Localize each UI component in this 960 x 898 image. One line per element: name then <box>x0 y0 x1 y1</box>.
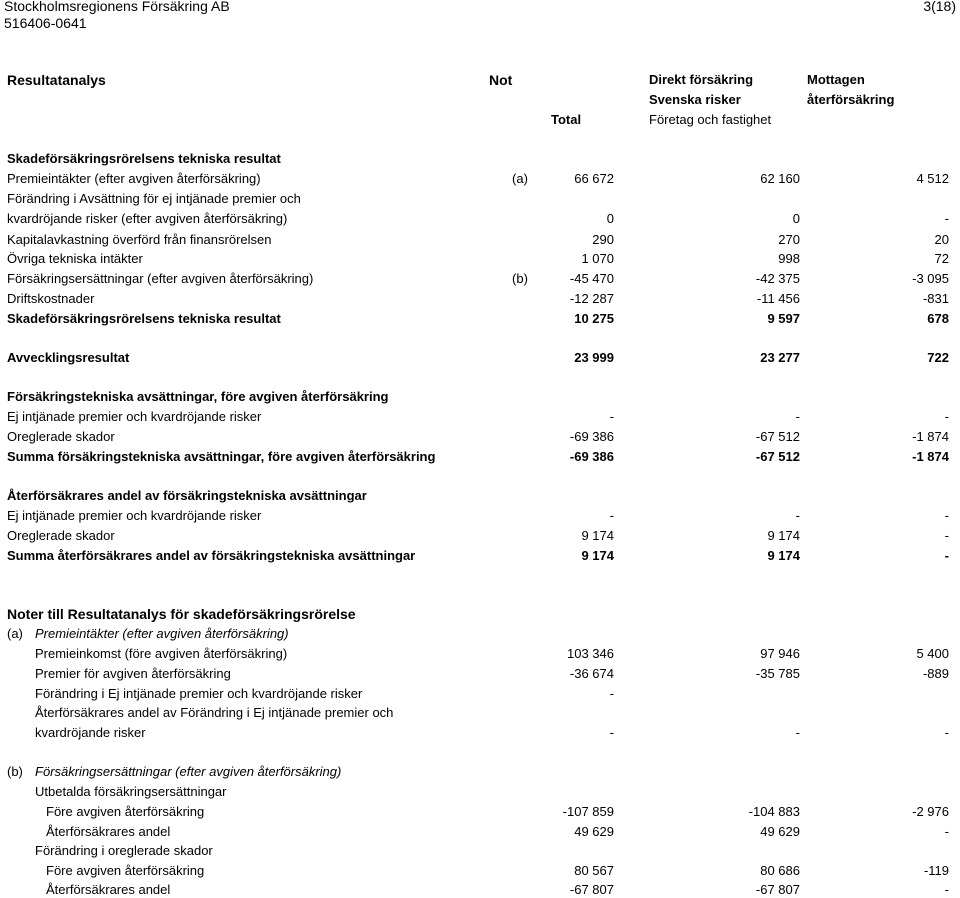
table-title: Resultatanalys <box>7 72 106 88</box>
table-row <box>0 508 960 524</box>
direct-value: 0 <box>792 211 800 226</box>
received-value: - <box>944 528 949 543</box>
received-value: 678 <box>927 311 949 326</box>
table-row <box>0 804 960 820</box>
col1-header: Total <box>551 112 582 127</box>
note-column-header: Not <box>489 72 513 88</box>
row-label: Återförsäkrares andel <box>46 824 171 839</box>
row-label: Återförsäkrares andel av försäkringstekniska avsättningar <box>7 488 367 503</box>
table-row <box>0 251 960 267</box>
row-label: Försäkringstekniska avsättningar, före avgiven återförsäkring <box>7 389 389 404</box>
direct-value: - <box>795 409 800 424</box>
total-value: - <box>609 508 614 523</box>
received-value: -1 874 <box>912 429 949 444</box>
row-label: Oreglerade skador <box>7 528 115 543</box>
received-value: - <box>944 211 949 226</box>
direct-value: -11 456 <box>756 291 800 306</box>
received-value: 72 <box>934 251 949 266</box>
table-row <box>0 271 960 287</box>
table-row <box>0 784 960 800</box>
direct-value: -42 375 <box>755 271 800 286</box>
direct-value: 9 597 <box>767 311 800 326</box>
table-row <box>0 211 960 227</box>
row-label: Driftskostnader <box>7 291 95 306</box>
received-value: -3 095 <box>912 271 949 286</box>
received-value: - <box>944 725 949 740</box>
direct-value: -35 785 <box>755 666 800 681</box>
received-value: -831 <box>922 291 949 306</box>
table-row <box>0 705 960 721</box>
direct-value: 23 277 <box>760 350 800 365</box>
direct-value: -67 512 <box>755 449 800 464</box>
table-row <box>0 646 960 662</box>
row-label: Försäkringsersättningar (efter avgiven återförsäkring) <box>7 271 314 286</box>
table-row <box>0 171 960 187</box>
table-row <box>0 449 960 465</box>
total-value: 9 174 <box>581 548 614 563</box>
total-value: -69 386 <box>569 449 614 464</box>
table-row <box>0 429 960 445</box>
col3-header-line1: Mottagen <box>807 72 865 87</box>
table-row <box>0 291 960 307</box>
direct-value: - <box>795 508 800 523</box>
row-label: Oreglerade skador <box>7 429 115 444</box>
total-value: 0 <box>606 211 614 226</box>
table-row <box>0 686 960 702</box>
table-row <box>0 666 960 682</box>
col2-header-line3: Företag och fastighet <box>649 112 772 127</box>
page-number: 3(18) <box>923 0 956 14</box>
total-value: -36 674 <box>569 666 614 681</box>
total-value: 103 346 <box>567 646 614 661</box>
table-row <box>0 311 960 327</box>
received-value: -1 874 <box>912 449 949 464</box>
table-row <box>0 548 960 564</box>
row-label: Förändring i oreglerade skador <box>35 843 213 858</box>
total-value: 290 <box>592 232 614 247</box>
table-row <box>0 863 960 879</box>
total-value: -45 470 <box>569 271 614 286</box>
row-label: Före avgiven återförsäkring <box>46 804 205 819</box>
row-label: Summa försäkringstekniska avsättningar, före avgiven återförsäkring <box>7 449 436 464</box>
table-row <box>0 725 960 741</box>
direct-value: -67 807 <box>755 882 800 897</box>
row-label: Summa återförsäkrares andel av försäkringstekniska avsättningar <box>7 548 416 563</box>
row-note: (a) <box>512 171 528 186</box>
table-row <box>0 232 960 248</box>
note-a-heading <box>0 626 960 642</box>
company-name: Stockholmsregionens Försäkring AB <box>4 0 230 14</box>
received-value: - <box>944 824 949 839</box>
row-label: Utbetalda försäkringsersättningar <box>35 784 227 799</box>
total-value: -67 807 <box>569 882 614 897</box>
total-value: 49 629 <box>574 824 614 839</box>
total-value: 66 672 <box>574 171 614 186</box>
direct-value: 49 629 <box>760 824 800 839</box>
direct-value: 998 <box>778 251 800 266</box>
table-row <box>0 824 960 840</box>
row-label: kvardröjande risker (efter avgiven återförsäkring) <box>7 211 288 226</box>
row-label: Ej intjänade premier och kvardröjande risker <box>7 409 262 424</box>
direct-value: 270 <box>778 232 800 247</box>
row-note: (b) <box>512 271 528 286</box>
note-a-title: Premieintäkter (efter avgiven återförsäkring) <box>35 626 289 641</box>
table-row <box>0 528 960 544</box>
table-row <box>0 409 960 425</box>
row-label: Avvecklingsresultat <box>7 350 130 365</box>
total-value: - <box>609 725 614 740</box>
total-value: 23 999 <box>574 350 614 365</box>
total-value: 1 070 <box>581 251 614 266</box>
row-label: Kapitalavkastning överförd från finansrörelsen <box>7 232 272 247</box>
row-label: Förändring i Ej intjänade premier och kvardröjande risker <box>35 686 363 701</box>
row-label: kvardröjande risker <box>35 725 146 740</box>
row-label: Premieintäkter (efter avgiven återförsäkring) <box>7 171 261 186</box>
direct-value: -104 883 <box>748 804 800 819</box>
table-row <box>0 488 960 504</box>
row-label: Övriga tekniska intäkter <box>7 251 143 266</box>
table-row <box>0 843 960 859</box>
row-label: Ej intjänade premier och kvardröjande risker <box>7 508 262 523</box>
table-row <box>0 151 960 167</box>
received-value: -119 <box>923 863 949 878</box>
direct-value: 9 174 <box>767 528 800 543</box>
col2-header-line1: Direkt försäkring <box>649 72 754 87</box>
note-a-marker: (a) <box>7 626 23 641</box>
col2-header-line2: Svenska risker <box>649 92 741 107</box>
received-value: -889 <box>922 666 949 681</box>
total-value: 9 174 <box>581 528 614 543</box>
direct-value: 97 946 <box>760 646 800 661</box>
note-b-marker: (b) <box>7 764 23 779</box>
received-value: - <box>944 882 949 897</box>
table-row <box>0 191 960 207</box>
total-value: -107 859 <box>562 804 614 819</box>
total-value: -69 386 <box>569 429 614 444</box>
col3-header-line2: återförsäkring <box>807 92 895 107</box>
row-label: Skadeförsäkringsrörelsens tekniska resultat <box>7 151 281 166</box>
received-value: - <box>944 548 949 563</box>
received-value: -2 976 <box>912 804 949 819</box>
row-label: Premier för avgiven återförsäkring <box>35 666 231 681</box>
row-label: Förändring i Avsättning för ej intjänade premier och <box>7 191 301 206</box>
direct-value: - <box>795 725 800 740</box>
total-value: -12 287 <box>569 291 614 306</box>
row-label: Skadeförsäkringsrörelsens tekniska resultat <box>7 311 281 326</box>
table-row <box>0 350 960 366</box>
direct-value: 80 686 <box>760 863 800 878</box>
note-b-title: Försäkringsersättningar (efter avgiven återförsäkring) <box>35 764 342 779</box>
total-value: 10 275 <box>574 311 614 326</box>
received-value: 722 <box>927 350 949 365</box>
notes-title: Noter till Resultatanalys för skadeförsäkringsrörelse <box>7 606 356 622</box>
direct-value: 9 174 <box>767 548 800 563</box>
received-value: 4 512 <box>916 171 949 186</box>
note-b-heading <box>0 764 960 780</box>
row-label: Före avgiven återförsäkring <box>46 863 205 878</box>
table-row <box>0 389 960 405</box>
total-value: - <box>609 409 614 424</box>
row-label: Premieinkomst (före avgiven återförsäkring) <box>35 646 288 661</box>
row-label: Återförsäkrares andel av Förändring i Ej intjänade premier och <box>35 705 394 720</box>
direct-value: -67 512 <box>755 429 800 444</box>
received-value: - <box>944 508 949 523</box>
received-value: - <box>944 409 949 424</box>
total-value: - <box>609 686 614 701</box>
org-number: 516406-0641 <box>4 15 87 31</box>
total-value: 80 567 <box>574 863 614 878</box>
table-row <box>0 882 960 898</box>
direct-value: 62 160 <box>760 171 800 186</box>
row-label: Återförsäkrares andel <box>46 882 171 897</box>
received-value: 5 400 <box>916 646 949 661</box>
received-value: 20 <box>934 232 949 247</box>
